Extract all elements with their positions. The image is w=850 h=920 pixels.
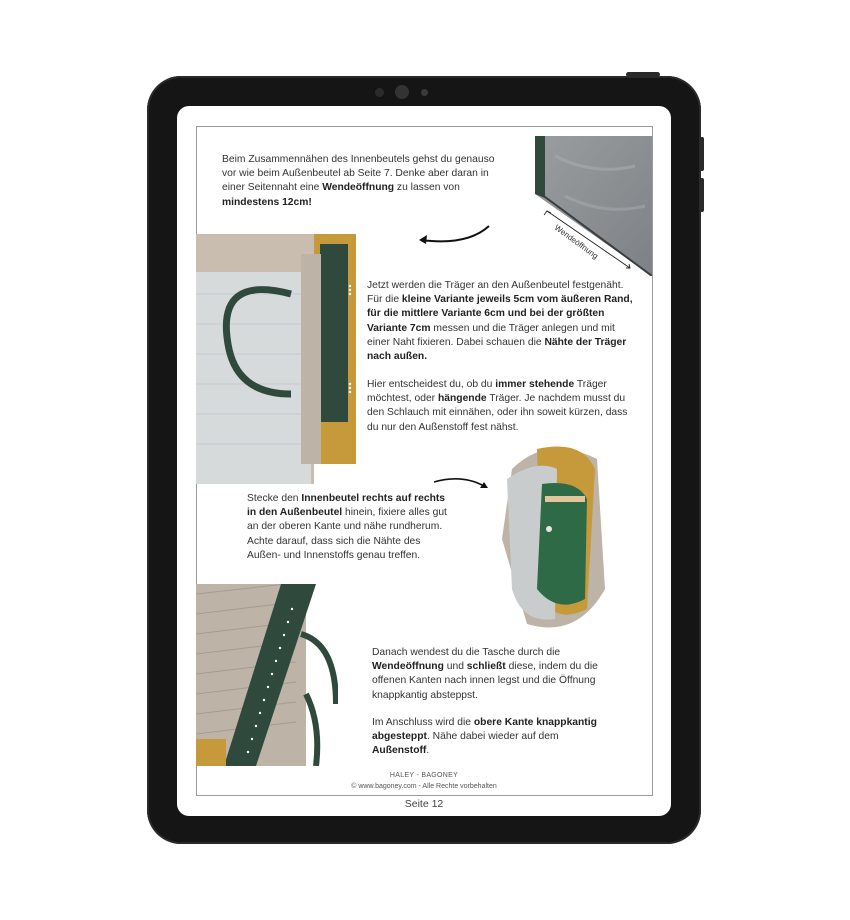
- emphasis-text: hängende: [437, 393, 487, 405]
- camera-sensor-icon: [375, 88, 384, 97]
- body-text: zu lassen von: [394, 182, 460, 194]
- camera-lens-icon: [395, 85, 409, 99]
- emphasis-text: Innenbeutel rechts auf rechts in den Außenbeutel: [247, 493, 446, 519]
- wende-opening-label: Wendeöffnung: [552, 223, 600, 261]
- paragraph-topstitch: [372, 716, 612, 759]
- paragraph-insert-inner-bag: [247, 492, 447, 563]
- emphasis-text: immer stehende: [495, 379, 575, 390]
- emphasis-text: Außenstoff: [372, 745, 427, 757]
- emphasis-text: Wendeöffnung: [372, 661, 444, 673]
- footer-copyright: © www.bagoney.com - Alle Rechte vorbehalten: [351, 783, 497, 790]
- body-text: hinein, fixiere alles gut an der oberen Kante und nähe rundherum. Achte darauf, dass sich die Nähte des Außen- und Innenstoffs genau treffen.: [247, 507, 447, 561]
- paragraph-handles: [367, 279, 637, 364]
- footer-brand: HALEY - BAGONEY: [389, 772, 459, 779]
- body-text: Jetzt werden die Träger an den Außenbeutel festgenäht. Für die: [367, 280, 624, 306]
- emphasis-text: obere Kante knappkantig abgesteppt: [372, 717, 597, 743]
- emphasis-text: schließt: [466, 661, 506, 673]
- topstitch-edge-photo: [196, 584, 338, 766]
- body-text: Träger möchtest, oder: [367, 379, 607, 405]
- curved-arrow-left-icon: [417, 224, 492, 248]
- body-text: Hier entscheidest du, ob du: [367, 379, 496, 390]
- body-text: .: [426, 745, 430, 757]
- body-text: und: [443, 661, 467, 673]
- body-text: Danach wendest du die Tasche durch die: [372, 647, 561, 658]
- paragraph-handle-options: [367, 378, 637, 435]
- curved-arrow-right-icon: [432, 476, 490, 492]
- camera-light-icon: [421, 89, 428, 96]
- body-text: Beim Zusammennähen des Innenbeutels gehst du genauso vor wie beim Außenbeutel ab Seite 7. Denke aber daran in einer Seitennaht eine: [222, 154, 495, 194]
- emphasis-text: mindestens 12cm!: [222, 196, 312, 208]
- body-text: Im Anschluss wird die: [372, 717, 474, 728]
- emphasis-text: kleine Variante jeweils 5cm vom äußeren Rand, für die mittlere Variante 6cm und bei der größten Variante 7cm: [367, 294, 633, 334]
- paragraph-inner-bag: [222, 153, 502, 210]
- body-text: Träger. Je nachdem musst du den Schlauch mit einnähen, oder ihn soweit kürzen, dass du nur den Außenstoff fest nähst.: [367, 393, 628, 433]
- tablet-screen: [177, 106, 671, 816]
- body-text: . Nähe dabei wieder auf dem: [426, 731, 559, 743]
- emphasis-text: Nähte der Träger nach außen.: [367, 336, 627, 363]
- handles-attached-photo: [196, 234, 356, 484]
- body-text: messen und die Träger anlegen und mit einer Naht fixieren. Dabei schauen die: [367, 322, 615, 348]
- body-text: diese, indem du die offenen Kanten nach innen legst und die Öffnung knappkantig absteppst.: [372, 661, 598, 701]
- bag-inserted-photo: [497, 439, 609, 634]
- body-text: Stecke den: [247, 493, 302, 504]
- wende-opening-arrow-icon: [542, 206, 642, 276]
- page-number: Seite 12: [404, 798, 444, 810]
- emphasis-text: Wendeöffnung: [322, 182, 395, 194]
- paragraph-turn-bag: [372, 646, 612, 703]
